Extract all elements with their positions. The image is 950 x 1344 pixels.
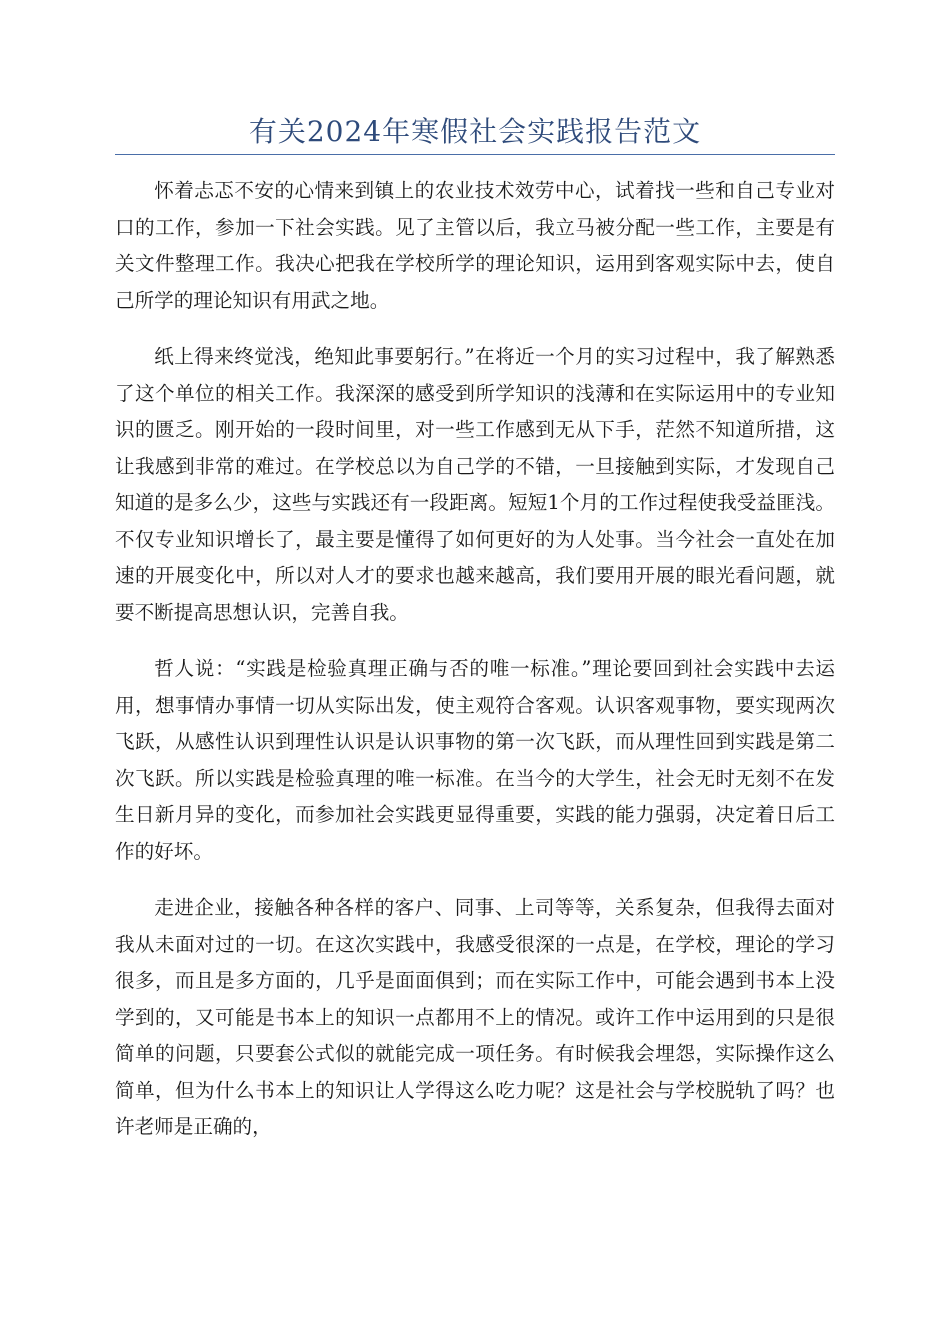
paragraph-3: 哲人说：“实践是检验真理正确与否的唯一标准。”理论要回到社会实践中去运用，想事情办事情一切从实际出发，使主观符合客观。认识客观事物，要实现两次飞跃，从感性认识到理性认识是认识事物的第一次飞跃，而从理性回到实践是第二次飞跃。所以实践是检验真理的唯一标准。在当今的大学生，社会无时无刻不在发生日新月异的变化，而参加社会实践更显得重要，实践的能力强弱，决定着日后工作的好坏。 xyxy=(115,657,835,863)
document-body xyxy=(115,173,835,1166)
paragraph-1: 怀着忐忑不安的心情来到镇上的农业技术效劳中心，试着找一些和自己专业对口的工作，参加一下社会实践。见了主管以后，我立马被分配一些工作，主要是有关文件整理工作。我决心把我在学校所学的理论知识，运用到客观实际中去，使自己所学的理论知识有用武之地。 xyxy=(115,179,835,312)
paragraph-2: 纸上得来终觉浅，绝知此事要躬行。”在将近一个月的实习过程中，我了解熟悉了这个单位的相关工作。我深深的感受到所学知识的浅薄和在实际运用中的专业知识的匮乏。刚开始的一段时间里，对一些工作感到无从下手，茫然不知道所措，这让我感到非常的难过。在学校总以为自己学的不错，一旦接触到实际，才发现自己知道的是多么少，这些与实践还有一段距离。短短1个月的工作过程使我受益匪浅。不仅专业知识增长了，最主要是懂得了如何更好的为人处事。当今社会一直处在加速的开展变化中，所以对人才的要求也越来越高，我们要用开展的眼光看问题，就要不断提高思想认识，完善自我。 xyxy=(115,345,835,624)
paragraph-4: 走进企业，接触各种各样的客户、同事、上司等等，关系复杂，但我得去面对我从未面对过的一切。在这次实践中，我感受很深的一点是，在学校，理论的学习很多，而且是多方面的，几乎是面面俱到；而在实际工作中，可能会遇到书本上没学到的，又可能是书本上的知识一点都用不上的情况。或许工作中运用到的只是很简单的问题，只要套公式似的就能完成一项任务。有时候我会埋怨，实际操作这么简单，但为什么书本上的知识让人学得这么吃力呢？这是社会与学校脱轨了吗？也许老师是正确的， xyxy=(115,896,835,1138)
document-title: 有关2024年寒假社会实践报告范文 xyxy=(248,115,702,148)
title-underline xyxy=(115,154,835,155)
